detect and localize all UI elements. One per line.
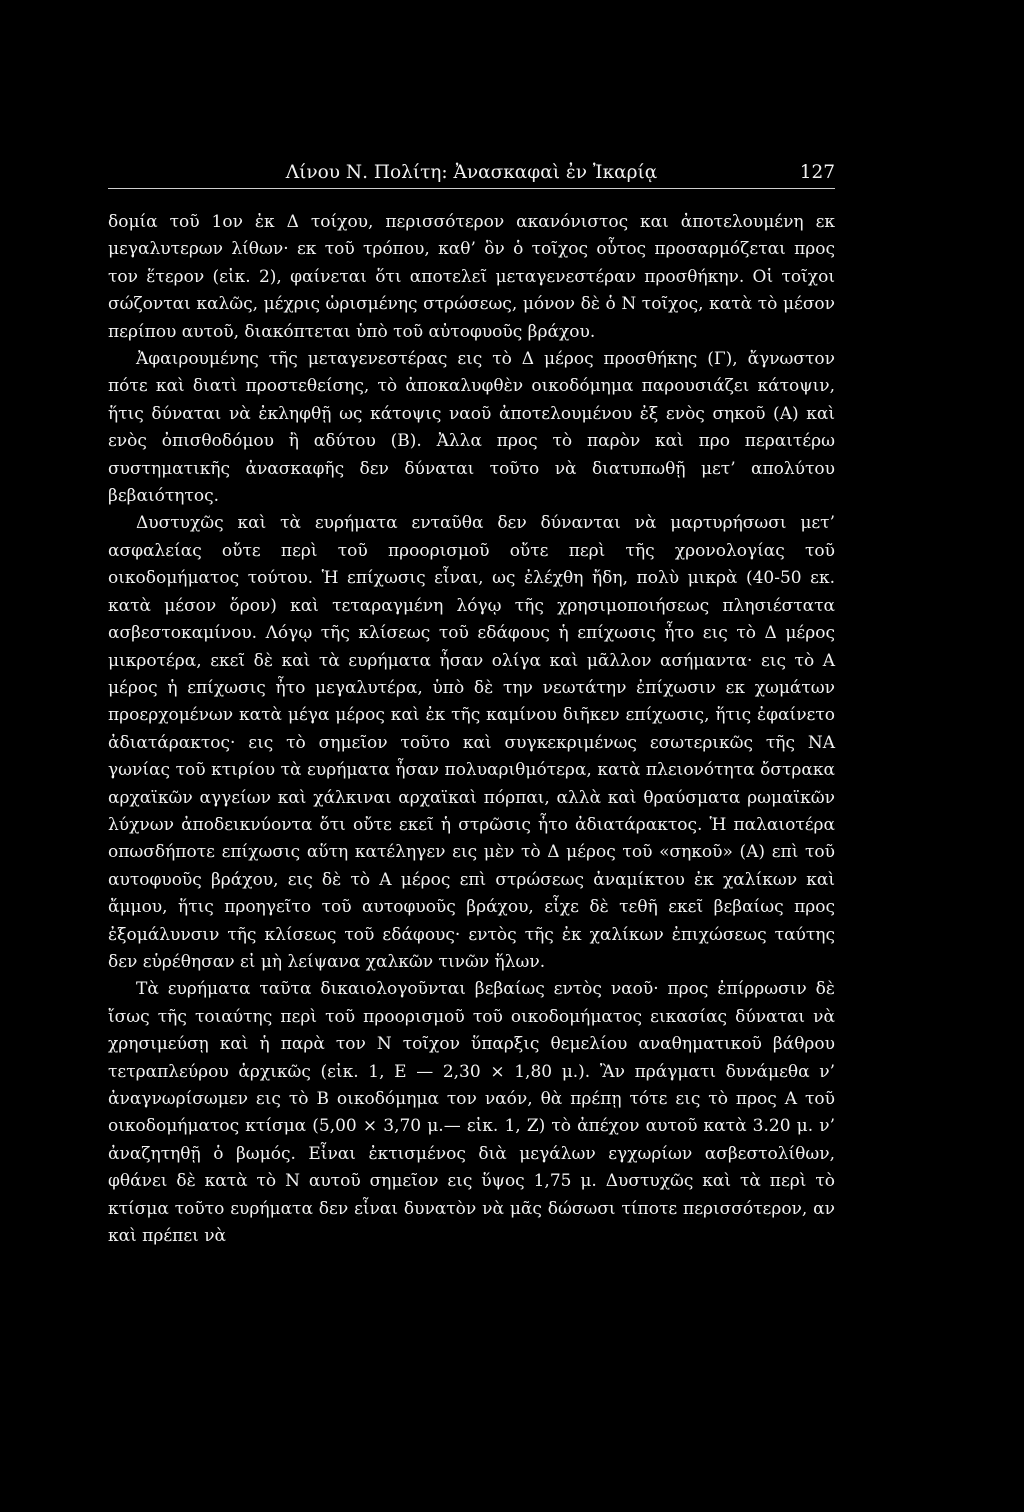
page-number: 127	[799, 162, 835, 183]
running-head	[108, 158, 835, 188]
paragraph-2: Ἀφαιρουμένης τῆς μεταγενεστέρας εις τὸ Δ μέρος προσθήκης (Γ), ἄγνωστον πότε καὶ διατὶ προστεθείσης, τὸ ἀποκαλυφθὲν οικοδόμημα παρουσιάζει κάτοψιν, ἥτις δύναται νὰ ἐκληφθῇ ως κάτοψις ναοῦ ἀποτελουμένου ἐξ ενὸς σηκοῦ (Α) καὶ ενὸς ὀπισθοδόμου ἢ αδύτου (Β). Ἀλλα προς τὸ παρὸν καὶ προ περαιτέρω συστηματικῆς ἀνασκαφῆς δεν δύναται τοῦτο νὰ διατυπωθῇ μετ’ απολύτου βεβαιότητος.	[108, 349, 835, 507]
paragraph-1: δομία τοῦ 1ον ἐκ Δ τοίχου, περισσότερον ακανόνιστος και ἀποτελουμένη εκ μεγαλυτερων λίθων· εκ τοῦ τρόπου, καθ’ ὃν ὁ τοῖχος οὗτος προσαρμόζεται προς τον ἕτερον (εἰκ. 2), φαίνεται ὅτι αποτελεῖ μεταγενεστέραν προσθήκην. Οἱ τοῖχοι σώζονται καλῶς, μέχρις ὡρισμένης στρώσεως, μόνον δὲ ὁ Ν τοῖχος, κατὰ τὸ μέσον περίπου αυτοῦ, διακόπτεται ὑπὸ τοῦ αὐτοφυοῦς βράχου.	[108, 212, 835, 342]
paragraph-3: Δυστυχῶς καὶ τὰ ευρήματα ενταῦθα δεν δύνανται νὰ μαρτυρήσωσι μετ’ ασφαλείας οὔτε περὶ τοῦ προορισμοῦ οὔτε περὶ τῆς χρονολογίας τοῦ οικοδομήματος τούτου. Ἡ επίχωσις εἶναι, ως ἐλέχθη ἤδη, πολὺ μικρὰ (40-50 εκ. κατὰ μέσον ὅρον) καὶ τεταραγμένη λόγῳ τῆς χρησιμοποιήσεως πλησιέστατα ασβεστοκαμίνου. Λόγῳ τῆς κλίσεως τοῦ εδάφους ἡ επίχωσις ἦτο εις τὸ Δ μέρος μικροτέρα, εκεῖ δὲ καὶ τὰ ευρήματα ἦσαν ολίγα καὶ μᾶλλον ασήμαντα· εις τὸ Α μέρος ἡ επίχωσις ἦτο μεγαλυτέρα, ὑπὸ δὲ την νεωτάτην ἐπίχωσιν εκ χωμάτων προερχομένων κατὰ μέγα μέρος καὶ ἐκ τῆς καμίνου διῆκεν επίχωσις, ἥτις ἐφαίνετο ἀδιατάρακτος· εις τὸ σημεῖον τοῦτο καὶ συγκεκριμένως εσωτερικῶς τῆς ΝΑ γωνίας τοῦ κτιρίου τὰ ευρήματα ἦσαν πολυαριθμότερα, κατὰ πλειονότητα ὄστρακα αρχαϊκῶν αγγείων καὶ χάλκιναι αρχαϊκαὶ πόρπαι, αλλὰ καὶ θραύσματα ρωμαϊκῶν λύχνων ἀποδεικνύοντα ὅτι οὔτε εκεῖ ἡ στρῶσις ἦτο ἀδιατάρακτος. Ἡ παλαιοτέρα οπωσδήποτε επίχωσις αὕτη κατέληγεν εις μὲν τὸ Δ μέρος τοῦ «σηκοῦ» (Α) επὶ τοῦ αυτοφυοῦς βράχου, εις δὲ τὸ Α μέρος επὶ στρώσεως ἀναμίκτου ἐκ χαλίκων καὶ ἄμμου, ἥτις προηγεῖτο τοῦ αυτοφυοῦς βράχου, εἶχε δὲ τεθῆ εκεῖ βεβαίως προς ἐξομάλυνσιν τῆς κλίσεως τοῦ εδάφους· εντὸς τῆς ἐκ χαλίκων ἐπιχώσεως ταύτης δεν εὑρέθησαν εἰ μὴ λείψανα χαλκῶν τινῶν ἥλων.	[108, 513, 835, 972]
page	[108, 0, 835, 1512]
running-title: Λίνου Ν. Πολίτη: Ἀνασκαφαὶ ἐν Ἰκαρίᾳ	[285, 162, 658, 183]
header-rule	[108, 188, 835, 189]
paragraph-4: Τὰ ευρήματα ταῦτα δικαιολογοῦνται βεβαίως εντὸς ναοῦ· προς ἐπίρρωσιν δὲ ἴσως τῆς τοιαύτης περὶ τοῦ προορισμοῦ τοῦ οικοδομήματος εικασίας δύναται νὰ χρησιμεύσῃ καὶ ἡ παρὰ τον Ν τοῖχον ὕπαρξις θεμελίου αναθηματικοῦ βάθρου τετραπλεύρου ἀρχικῶς (εἰκ. 1, Ε — 2,30 × 1,80 μ.). Ἂν πράγματι δυνάμεθα ν’ ἀναγνωρίσωμεν εις τὸ Β οικοδόμημα τον ναόν, θὰ πρέπῃ τότε εις τὸ προς Α τοῦ οικοδομήματος κτίσμα (5,00 × 3,70 μ.— εἰκ. 1, Ζ) τὸ ἀπέχον αυτοῦ κατὰ 3.20 μ. ν’ ἀναζητηθῇ ὁ βωμός. Εἶναι ἐκτισμένος διὰ μεγάλων εγχωρίων ασβεστολίθων, φθάνει δὲ κατὰ τὸ Ν αυτοῦ σημεῖον εις ὕψος 1,75 μ. Δυστυχῶς καὶ τὰ περὶ τὸ κτίσμα τοῦτο ευρήματα δεν εἶναι δυνατὸν νὰ μᾶς δώσωσι τίποτε περισσότερον, αν καὶ πρέπει νὰ	[108, 979, 835, 1247]
body-text	[108, 209, 835, 1250]
